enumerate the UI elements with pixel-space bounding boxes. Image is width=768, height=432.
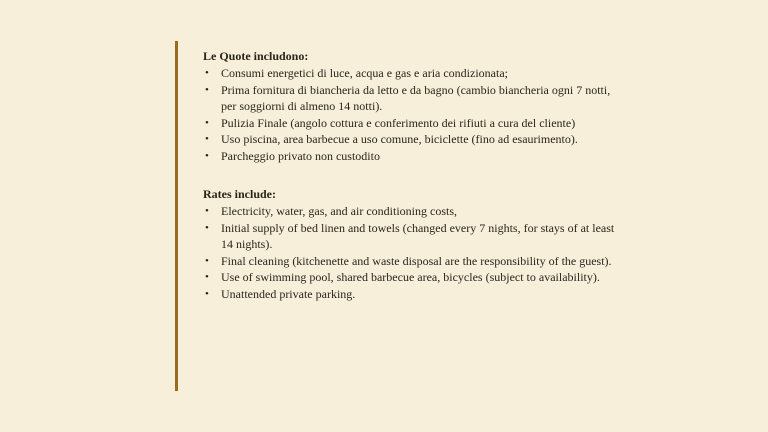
list-item [203, 148, 623, 165]
bullet-icon: • [205, 67, 209, 79]
english-heading: Rates include: [203, 187, 276, 201]
list-item [203, 203, 623, 220]
list-item-text: Electricity, water, gas, and air conditioning costs, [221, 204, 458, 218]
list-item [203, 65, 623, 82]
list-item [203, 220, 623, 253]
bullet-icon: • [205, 287, 209, 300]
english-section [203, 186, 623, 302]
bullet-icon: • [205, 133, 209, 145]
list-item-text: Parcheggio privato non custodito [221, 148, 380, 163]
bullet-icon: • [205, 149, 209, 162]
bullet-icon: • [205, 254, 209, 267]
italian-list [203, 65, 623, 164]
list-item [203, 253, 623, 270]
accent-rule [175, 41, 178, 391]
list-item-text: Consumi energetici di luce, acqua e gas e aria condizionata; [221, 66, 508, 80]
bullet-icon: • [205, 205, 209, 217]
list-item [203, 269, 623, 286]
list-item-text: Unattended private parking. [221, 286, 356, 301]
italian-section [203, 48, 623, 164]
english-list [203, 203, 623, 302]
list-item-text: Prima fornitura di biancheria da letto e da bagno (cambio biancheria ogni 7 notti, per soggiorni di almeno 14 notti). [221, 82, 611, 113]
rates-content [203, 48, 623, 302]
list-item [203, 82, 623, 115]
italian-heading: Le Quote includono: [203, 49, 309, 63]
list-item-text: Uso piscina, area barbecue a uso comune, biciclette (fino ad esaurimento). [221, 132, 578, 146]
bullet-icon: • [205, 221, 209, 234]
list-item [203, 286, 623, 303]
list-item-text: Use of swimming pool, shared barbecue area, bicycles (subject to availability). [221, 270, 600, 284]
list-item [203, 131, 623, 148]
list-item-text: Pulizia Finale (angolo cottura e conferimento dei rifiuti a cura del cliente) [221, 115, 576, 130]
bullet-icon: • [205, 116, 209, 129]
bullet-icon: • [205, 271, 209, 283]
bullet-icon: • [205, 83, 209, 96]
list-item-text: Initial supply of bed linen and towels (changed every 7 nights, for stays of at least 14 nights). [221, 220, 615, 251]
list-item-text: Final cleaning (kitchenette and waste disposal are the responsibility of the guest). [221, 253, 612, 268]
list-item [203, 115, 623, 132]
